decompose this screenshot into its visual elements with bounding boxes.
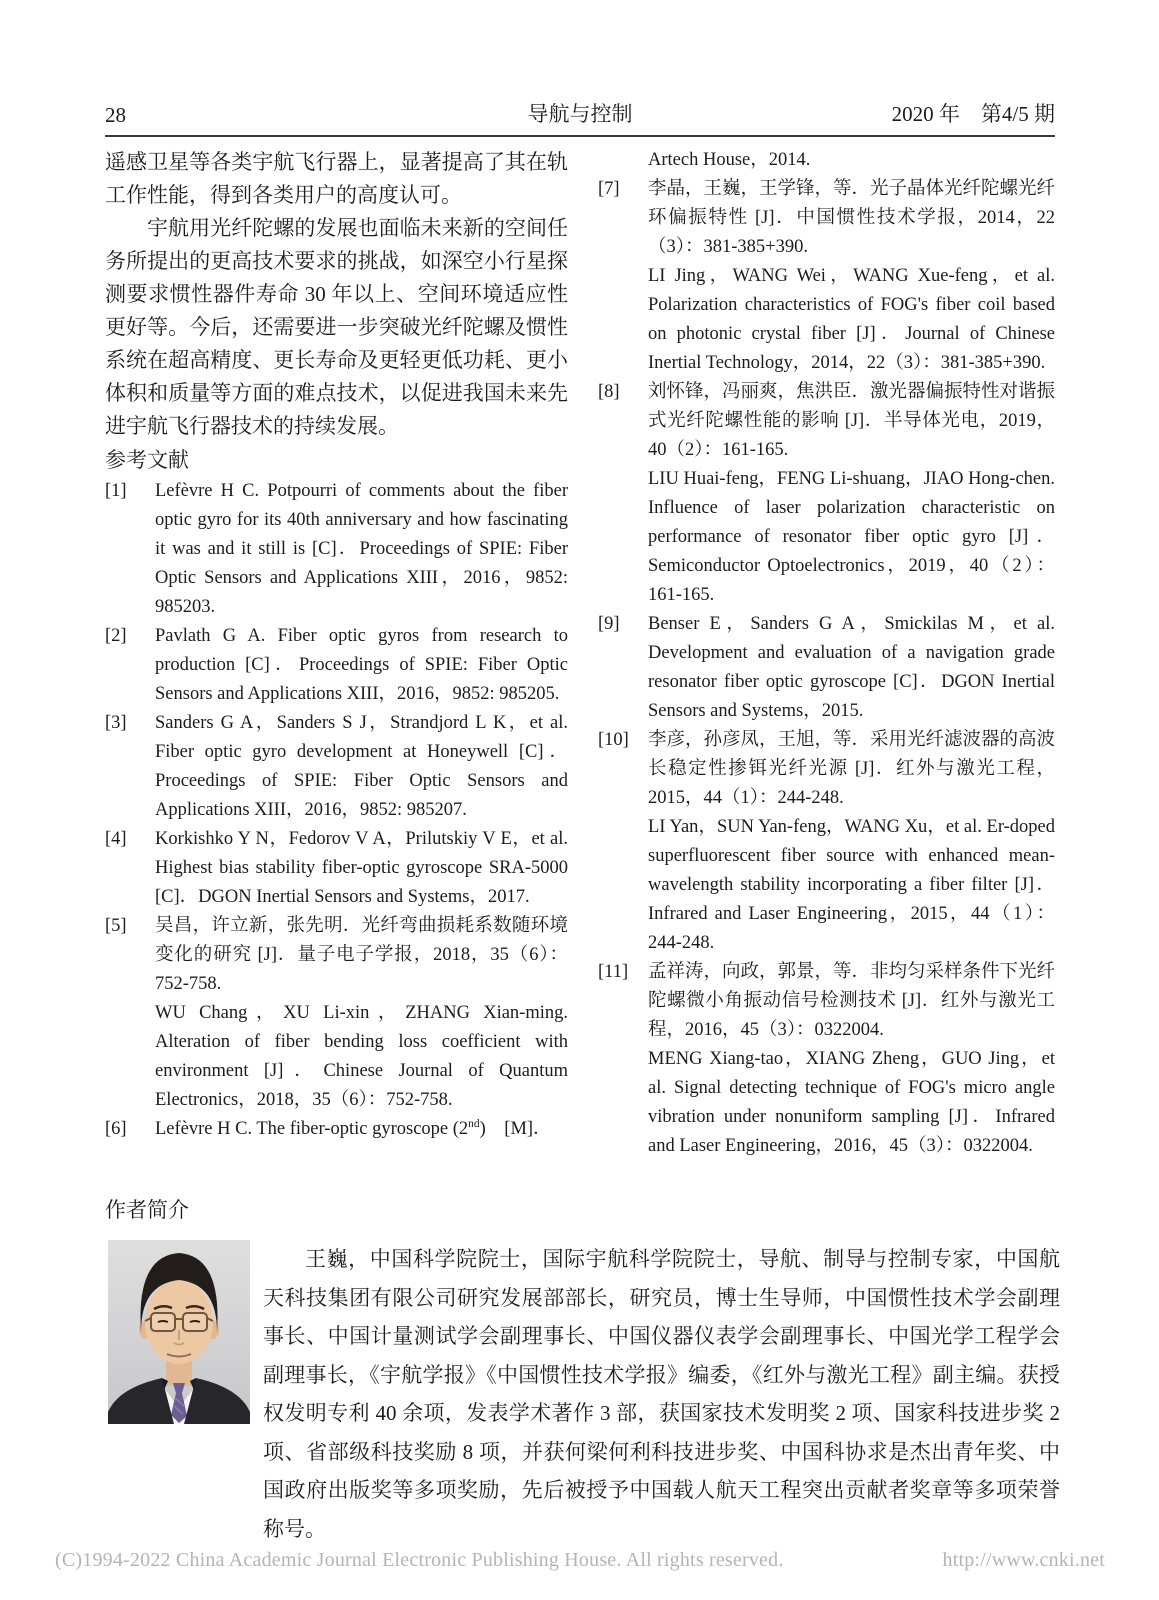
reference-marker [598, 1045, 648, 1161]
reference-text-part: Lefèvre H C. The fiber-optic gyroscope (2 [155, 1119, 469, 1139]
reference-marker: [4] [105, 829, 127, 849]
reference-item [598, 726, 1055, 813]
reference-text: LIU Huai-feng，FENG Li-shuang，JIAO Hong-chen. Influence of laser polarization characteristic on performance of resonator fiber optic gyro [J]．Semiconductor Optoelectronics，2019，40（2）：161-165. [648, 469, 1055, 605]
journal-title: 导航与控制 [527, 102, 633, 126]
reference-marker [598, 813, 648, 958]
reference-text: Benser E，Sanders G A，Smickilas M，et al. Development and evaluation of a navigation grade resonator fiber optic gyroscope [C]．DGON Inertial Sensors and Systems，2015. [648, 614, 1055, 721]
reference-marker: [1] [105, 481, 127, 501]
reference-item [105, 1115, 568, 1144]
reference-item [105, 477, 568, 622]
reference-marker [598, 146, 648, 175]
reference-text: Lefèvre H C. Potpourri of comments about the fiber optic gyro for its 40th anniversary and how fascinating it was and it still is [C]．Proceedings of SPIE: Fiber Optic Sensors and Applications XIII，2016，9852: 985203. [155, 481, 568, 617]
reference-marker: [6] [105, 1119, 127, 1139]
copyright-footer [55, 1549, 1105, 1572]
reference-item [598, 465, 1055, 610]
reference-marker: [10] [598, 730, 629, 750]
reference-text: 孟祥涛，向政，郭景，等．非均匀采样条件下光纤陀螺微小角振动信号检测技术 [J]．红外与激光工程，2016，45（3）：0322004. [648, 962, 1056, 1040]
reference-marker [598, 262, 648, 378]
two-column-body [105, 146, 1055, 1161]
reference-text-part: ) [M]． [479, 1119, 552, 1139]
cnki-url-text: http://www.cnki.net [942, 1549, 1105, 1571]
reference-item [105, 912, 568, 999]
page-number: 28 [105, 103, 126, 127]
reference-marker: [7] [598, 179, 620, 199]
body-paragraph: 遥感卫星等各类宇航飞行器上，显著提高了其在轨工作性能，得到各类用户的高度认可。 [105, 150, 568, 207]
reference-item [598, 175, 1055, 262]
references-heading: 参考文献 [105, 448, 189, 472]
left-column [105, 146, 568, 1161]
reference-marker: [5] [105, 916, 127, 936]
author-portrait-photo [108, 1240, 250, 1424]
issue-label: 2020 年 第4/5 期 [891, 102, 1055, 126]
reference-item [105, 825, 568, 912]
reference-marker: [8] [598, 382, 620, 402]
reference-item [598, 146, 1055, 175]
reference-item [105, 999, 568, 1115]
reference-superscript: nd [468, 1117, 480, 1130]
reference-marker: [3] [105, 713, 127, 733]
reference-marker [598, 465, 648, 610]
reference-text: Pavlath G A. Fiber optic gyros from research to production [C]．Proceedings of SPIE: Fiber Optic Sensors and Applications XIII，2016，9852: 985205. [155, 626, 568, 704]
reference-item [598, 610, 1055, 726]
reference-marker: [11] [598, 962, 629, 982]
reference-text: 李彦，孙彦凤，王旭，等．采用光纤滤波器的高波长稳定性掺铒光纤光源 [J]．红外与激光工程，2015，44（1）：244-248. [648, 730, 1056, 808]
author-section [108, 1240, 1060, 1548]
reference-text: Artech House，2014. [648, 150, 811, 170]
reference-text: MENG Xiang-tao，XIANG Zheng，GUO Jing，et al. Signal detecting technique of FOG's micro angle vibration under nonuniform sampling [J]．Infrared and Laser Engineering，2016，45（3）：0322004. [648, 1049, 1055, 1156]
reference-marker: [2] [105, 626, 127, 646]
reference-item [598, 1045, 1055, 1161]
reference-text: 吴昌，许立新，张先明．光纤弯曲损耗系数随环境变化的研究 [J]．量子电子学报，2018，35（6）：752-758. [155, 916, 568, 994]
body-paragraph: 宇航用光纤陀螺的发展也面临未来新的空间任务所提出的更高技术要求的挑战，如深空小行星探测要求惯性器件寿命 30 年以上、空间环境适应性更好等。今后，还需要进一步突破光纤陀螺及惯性系统在超高精度、更长寿命及更轻更低功耗、更小体积和质量等方面的难点技术，以促进我国未来先进宇航飞行器技术的持续发展。 [105, 216, 568, 438]
page-header [105, 98, 1055, 137]
reference-text: LI Yan，SUN Yan-feng，WANG Xu，et al. Er-doped superfluorescent fiber source with enhanced mean-wavelength stability incorporating a fiber filter [J]．Infrared and Laser Engineering，2015，44（1）：244-248. [648, 817, 1055, 953]
reference-marker [105, 999, 155, 1115]
reference-text: LI Jing，WANG Wei，WANG Xue-feng，et al. Polarization characteristics of FOG's fiber coil based on photonic crystal fiber [J]．Journal of Chinese Inertial Technology，2014，22（3）：381-385+390. [648, 266, 1055, 373]
reference-marker: [9] [598, 614, 620, 634]
reference-item [598, 378, 1055, 465]
reference-text: 李晶，王巍，王学锋，等．光子晶体光纤陀螺光纤环偏振特性 [J]．中国惯性技术学报，2014，22（3）：381-385+390. [648, 179, 1056, 257]
reference-item [598, 262, 1055, 378]
right-column [598, 146, 1055, 1161]
reference-item [598, 958, 1055, 1045]
reference-text: Sanders G A，Sanders S J，Strandjord L K，et al. Fiber optic gyro development at Honeywell [C]．Proceedings of SPIE: Fiber Optic Sensors and Applications XIII，2016，9852: 985207. [155, 713, 568, 820]
author-bio-text: 王巍，中国科学院院士，国际宇航科学院院士，导航、制导与控制专家，中国航天科技集团有限公司研究发展部部长，研究员，博士生导师，中国惯性技术学会副理事长、中国计量测试学会副理事长、中国仪器仪表学会副理事长、中国光学工程学会副理事长，《宇航学报》《中国惯性技术学报》编委，《红外与激光工程》副主编。获授权发明专利 40 余项，发表学术著作 3 部，获国家技术发明奖 2 项、国家科技进步奖 2 项、省部级科技奖励 8 项，并获何梁何利科技进步奖、中国科协求是杰出青年奖、中国政府出版奖等多项奖励，先后被授予中国载人航天工程突出贡献者奖章等多项荣誉称号。 [263, 1247, 1060, 1541]
author-section-heading: 作者简介 [105, 1198, 189, 1222]
reference-text [155, 1115, 568, 1144]
reference-text: WU Chang，XU Li-xin，ZHANG Xian-ming. Alteration of fiber bending loss coefficient with environment [J]．Chinese Journal of Quantum Electronics，2018，35（6）：752-758. [155, 1003, 568, 1110]
reference-item [105, 709, 568, 825]
reference-item [598, 813, 1055, 958]
reference-text: Korkishko Y N，Fedorov V A，Prilutskiy V E，et al. Highest bias stability fiber-optic gyroscope SRA-5000 [C]．DGON Inertial Sensors and Systems，2017. [155, 829, 568, 907]
reference-item [105, 622, 568, 709]
reference-text: 刘怀锋，冯丽爽，焦洪臣．激光器偏振特性对谐振式光纤陀螺性能的影响 [J]．半导体光电，2019，40（2）：161-165. [648, 382, 1056, 460]
copyright-text: (C)1994-2022 China Academic Journal Electronic Publishing House. All rights reserved. [55, 1549, 784, 1571]
